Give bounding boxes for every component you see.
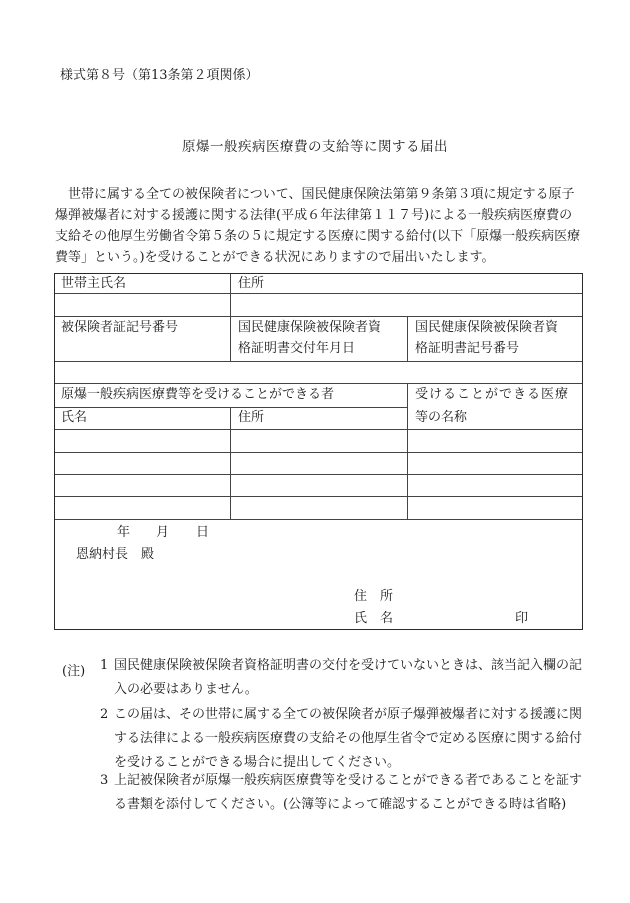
row-divider [55,293,582,294]
note-number: 1 [100,658,109,673]
date-year-label: 年 [117,525,131,540]
form-number: 様式第８号（第13条第２項関係） [60,68,259,83]
insured-cert-number-label: 被保険者証記号番号 [61,320,179,335]
note-item-2 [100,703,592,775]
document-title: 原爆一般疾病医療費の支給等に関する届出 [182,139,448,155]
row-divider [55,316,582,317]
note-text: この届は、その世帯に属する全ての被保険者が原子爆弾被爆者に対する援護に関する法律による一般疾病医療費の支給その他厚生省令で定める医療に関する給付を受けることができる場合に提出してください。 [114,707,583,770]
application-form-table [54,273,583,630]
facility-label-line1: 受けることができる医療 [415,387,570,402]
person-address-label: 住所 [238,410,265,425]
row-divider [55,519,582,520]
intro-text: 世帯に属する全ての被保険者について、国民健康保険法第第９条第３項に規定する原子爆弾被爆者に対する援護に関する法律(平成６年法律第１１７号)による一般疾病医療費の支給その他厚生労働省令第５条の５に規定する医療に関する給付(以下「原爆一般疾病医療費等」という。)を受けることができる状況にありますので届出いたします。 [55,187,581,265]
householder-name-label: 世帯主氏名 [61,276,127,291]
facility-label-line2: 等の名称 [415,410,468,425]
column-divider [407,383,408,519]
row-divider [55,361,582,362]
row-divider [55,474,582,475]
seal-label: 印 [515,611,529,626]
qualification-date-label-line1: 国民健康保険被保険者資 [238,320,382,335]
note-text: 国民健康保険被保険者資格証明書の交付を受けていないときは、該当記入欄の記入の必要はありません。 [114,658,583,697]
note-item-3 [100,769,592,817]
person-name-label: 氏名 [61,410,88,425]
note-text: 上記被保険者が原爆一般疾病医療費等を受けることができる者であることを証する書類を添付してください。(公簿等によって確認することができる時は省略) [114,773,583,812]
intro-paragraph [55,184,585,268]
row-divider [55,496,582,497]
row-divider [55,429,582,430]
addressee-label: 恩納村長 殿 [76,547,155,562]
note-number: 2 [100,707,109,722]
column-divider [407,316,408,361]
eligible-persons-label: 原爆一般疾病医療費等を受けることができる者 [61,387,335,402]
row-divider [55,452,582,453]
row-divider [55,407,407,408]
qualification-number-label-line2: 格証明書記号番号 [415,341,520,356]
signature-name-label: 氏 名 [354,611,394,626]
note-number: 3 [100,773,109,788]
address-label: 住所 [238,276,265,291]
date-day-label: 日 [196,525,210,540]
qualification-number-label-line1: 国民健康保険被保険者資 [415,320,559,335]
notes-label: (注) [62,664,86,679]
signature-address-label: 住 所 [354,589,394,604]
column-divider [230,274,231,361]
date-month-label: 月 [156,525,170,540]
column-divider [230,407,231,519]
row-divider [55,383,582,384]
qualification-date-label-line2: 格証明書交付年月日 [238,341,356,356]
note-item-1 [100,654,592,702]
